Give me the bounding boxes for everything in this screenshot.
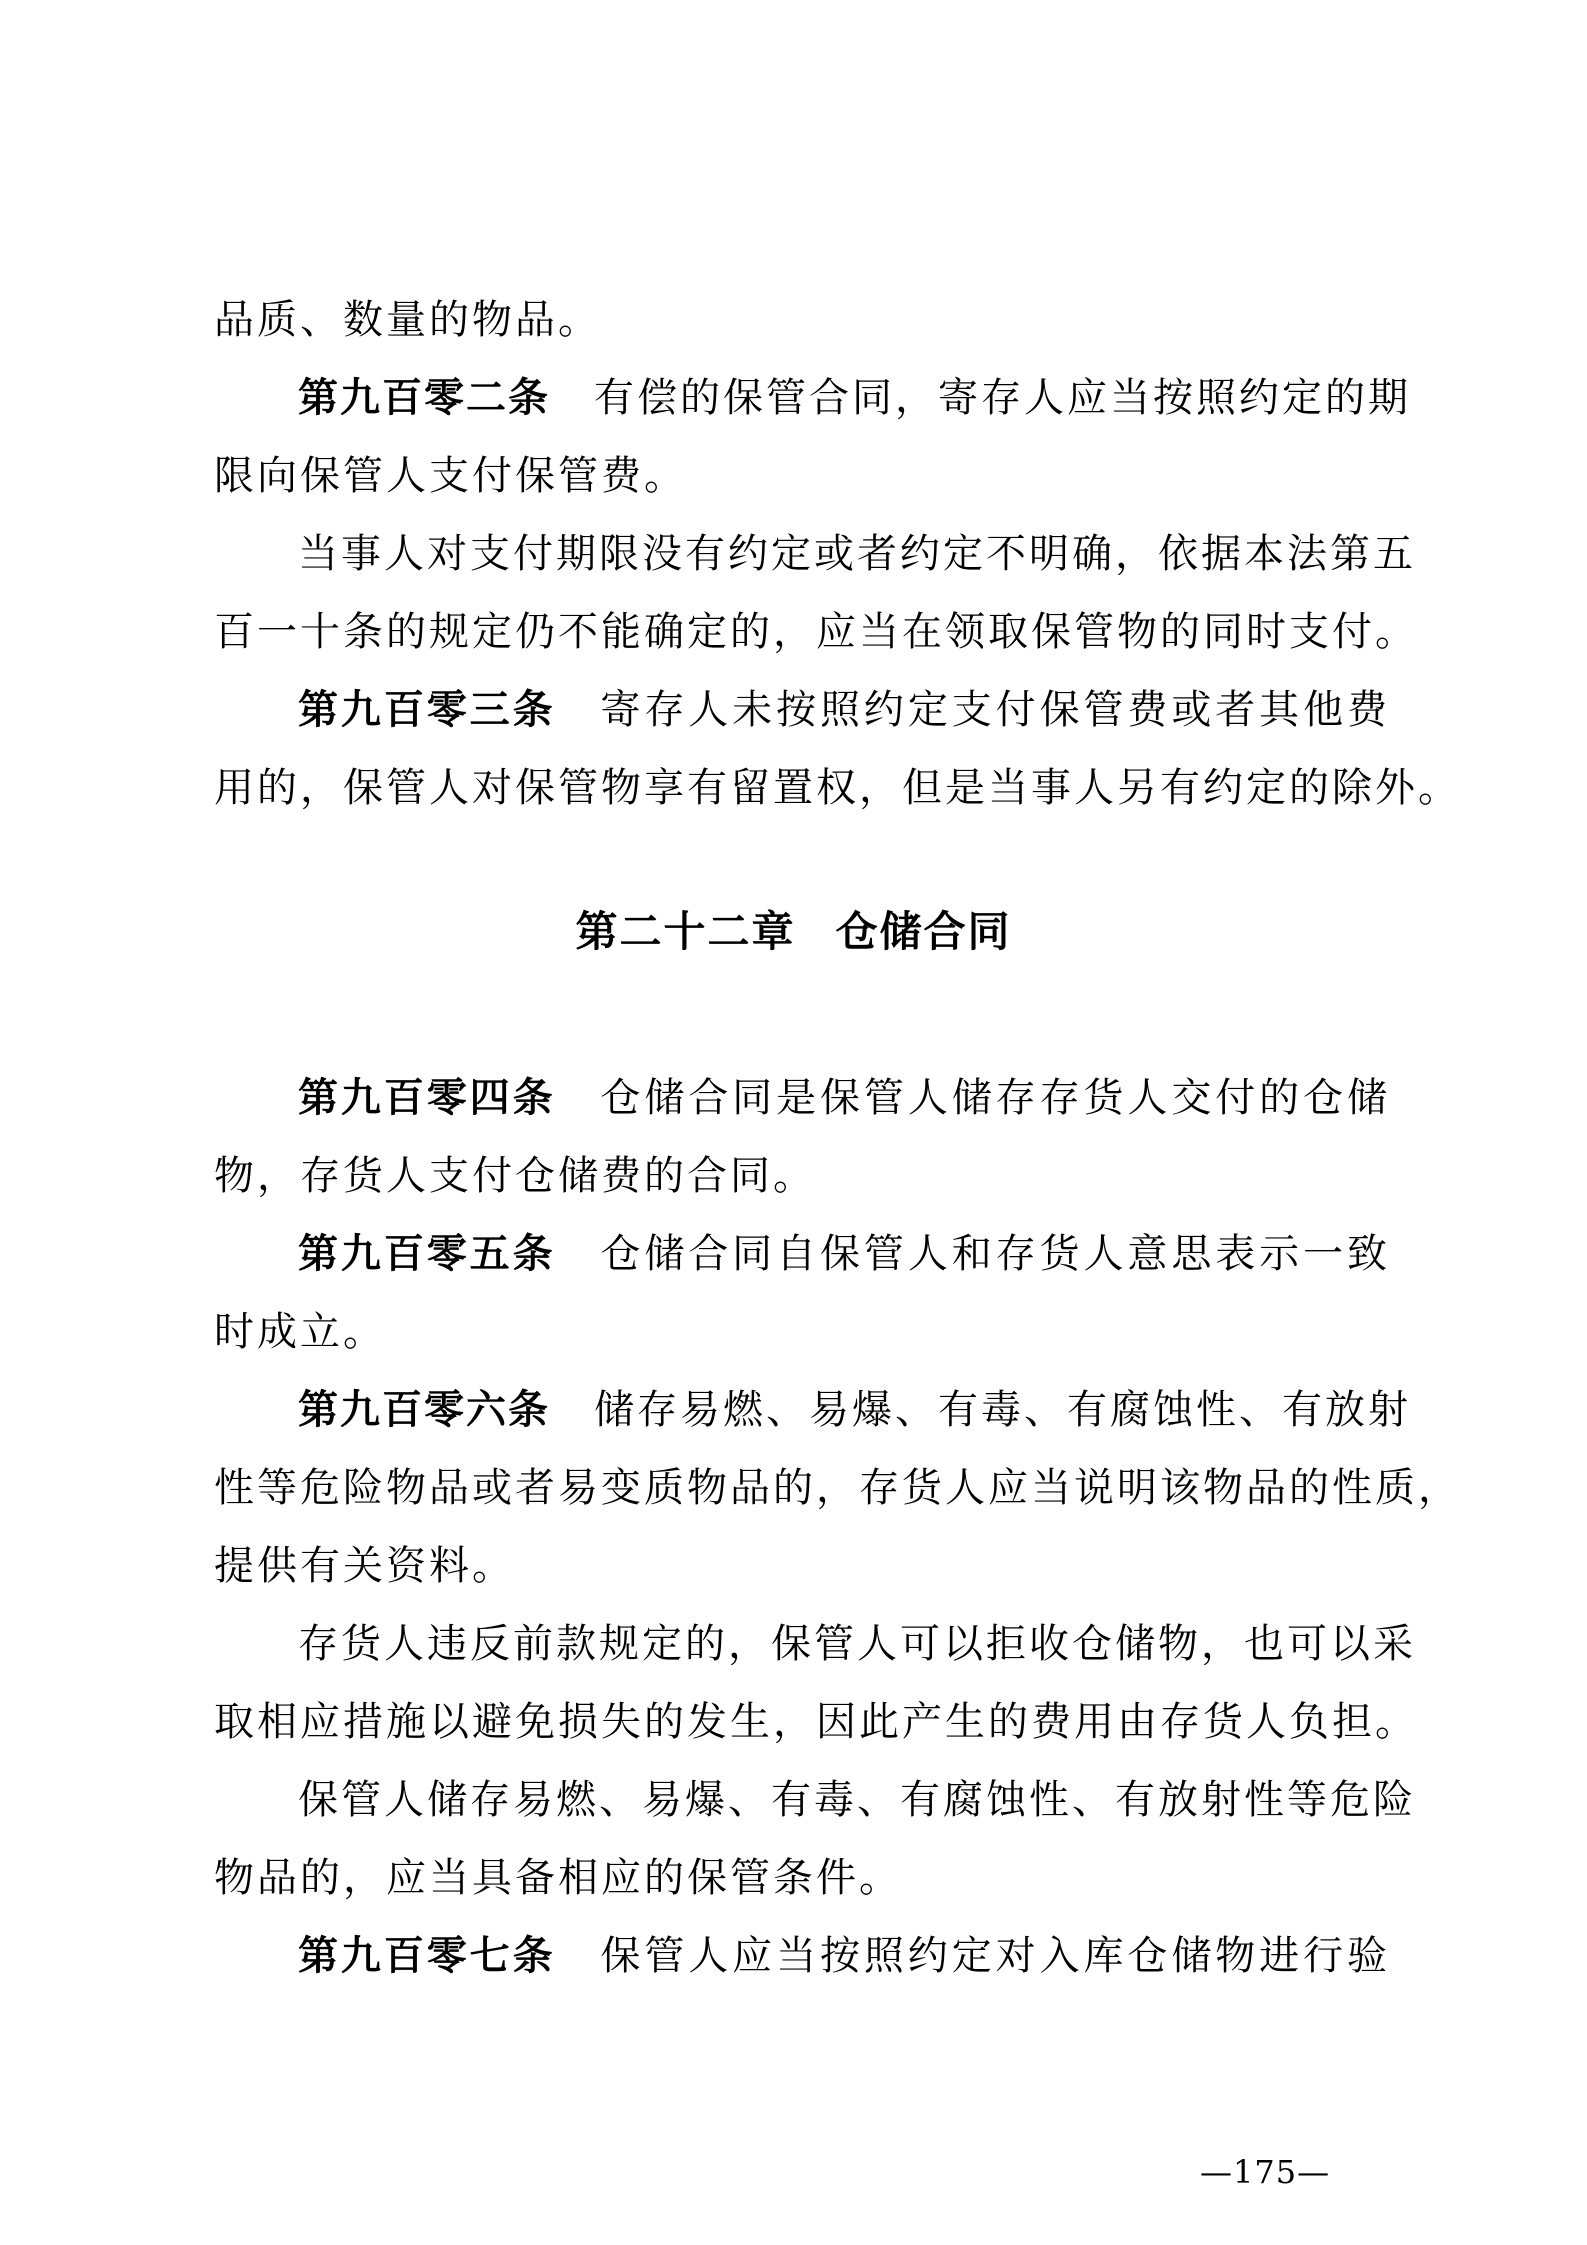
text-line: 物，存货人支付仓储费的合同。: [214, 1153, 816, 1199]
text-line: 提供有关资料。: [214, 1543, 515, 1589]
chapter-heading: [0, 902, 1587, 962]
article-heading: 第九百零二条: [298, 375, 550, 421]
article-text: 有偿的保管合同，寄存人应当按照约定的期: [594, 375, 1411, 421]
article-heading: 第九百零五条: [298, 1231, 556, 1277]
article-text: 寄存人未按照约定支付保管费或者其他费: [599, 687, 1390, 733]
article-heading: 第九百零四条: [298, 1075, 556, 1121]
chapter-title: 仓储合同: [835, 907, 1012, 956]
article-text: 仓储合同自保管人和存货人意思表示一致: [599, 1231, 1390, 1277]
article-text: 仓储合同是保管人储存存货人交付的仓储: [599, 1075, 1390, 1121]
text-line: 物品的，应当具备相应的保管条件。: [214, 1855, 902, 1901]
article-text: 储存易燃、易爆、有毒、有腐蚀性、有放射: [594, 1387, 1411, 1433]
text-line: 性等危险物品或者易变质物品的，存货人应当说明该物品的性质，: [214, 1465, 1461, 1511]
article-906-first-line: [298, 1380, 1411, 1440]
article-903-first-line: [298, 680, 1390, 740]
article-902-first-line: [298, 368, 1411, 428]
text-line: 品质、数量的物品。: [214, 297, 601, 343]
article-heading: 第九百零六条: [298, 1387, 550, 1433]
text-line: 限向保管人支付保管费。: [214, 453, 687, 499]
text-line: 取相应措施以避免损失的发生，因此产生的费用由存货人负担。: [214, 1699, 1418, 1745]
article-907-first-line: [298, 1926, 1390, 1986]
article-904-first-line: [298, 1068, 1390, 1128]
paragraph-first-line: 存货人违反前款规定的，保管人可以拒收仓储物，也可以采: [298, 1621, 1416, 1667]
article-heading: 第九百零三条: [298, 687, 556, 733]
paragraph-first-line: 当事人对支付期限没有约定或者约定不明确，依据本法第五: [298, 531, 1416, 577]
page-number: —175—: [1200, 2153, 1331, 2191]
text-line: 百一十条的规定仍不能确定的，应当在领取保管物的同时支付。: [214, 609, 1418, 655]
article-text: 保管人应当按照约定对入库仓储物进行验: [599, 1933, 1390, 1979]
article-heading: 第九百零七条: [298, 1933, 556, 1979]
paragraph-first-line: 保管人储存易燃、易爆、有毒、有腐蚀性、有放射性等危险: [298, 1777, 1416, 1823]
article-905-first-line: [298, 1224, 1390, 1284]
chapter-number: 第二十二章: [575, 907, 796, 956]
text-line: 时成立。: [214, 1309, 386, 1355]
text-line: 用的，保管人对保管物享有留置权，但是当事人另有约定的除外。: [214, 765, 1461, 811]
